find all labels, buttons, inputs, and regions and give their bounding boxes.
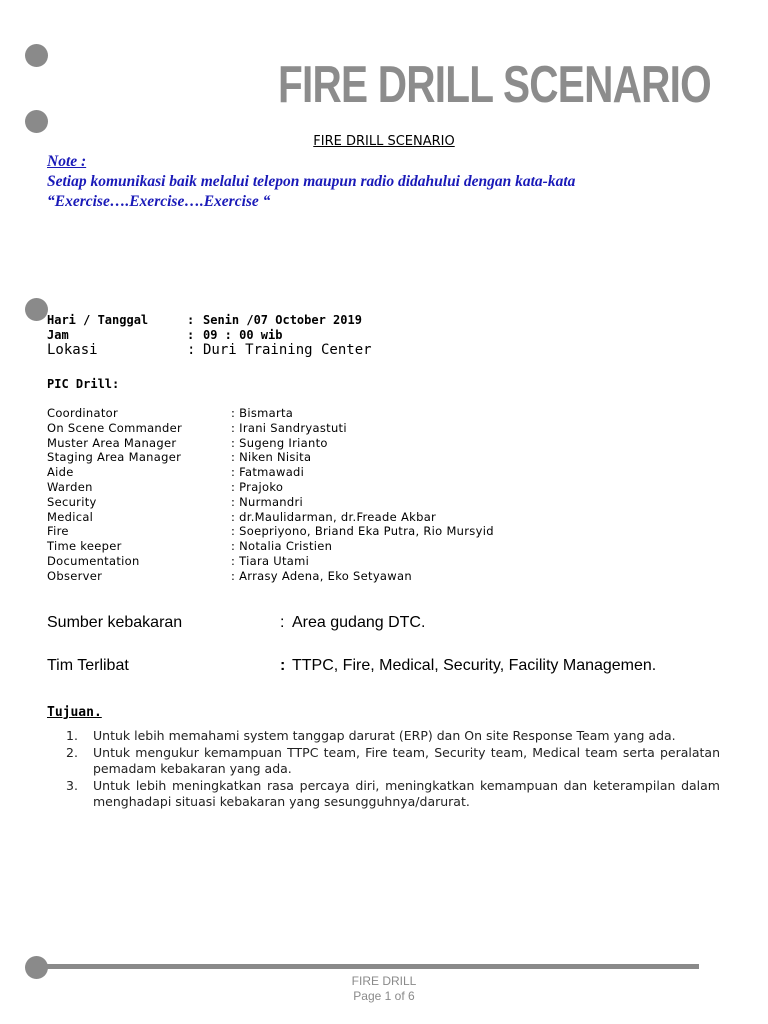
time-label: Jam — [47, 328, 69, 342]
roster-name: : Niken Nisita — [231, 450, 312, 465]
roster-name: : Fatmawadi — [231, 465, 305, 480]
fire-source-separator: : — [280, 614, 285, 631]
goal-item — [66, 728, 720, 745]
date-separator: : — [187, 313, 195, 327]
footer-title: FIRE DRILL — [351, 974, 417, 988]
note-line-1: Setiap komunikasi baik melalui telepon maupun radio didahului dengan kata-kata — [47, 173, 576, 190]
goal-text: Untuk lebih meningkatkan rasa percaya diri, meningkatkan kemampuan dan keterampilan dalam menghadapi situasi kebakaran yang sesungguhnya/darurat. — [93, 777, 720, 809]
roster-row — [47, 465, 494, 480]
roster-name: : Tiara Utami — [231, 553, 310, 568]
note-line-2: “Exercise….Exercise….Exercise “ — [47, 193, 271, 210]
goal-text: Untuk lebih memahami system tanggap darurat (ERP) dan On site Response Team yang ada. — [93, 728, 676, 743]
roster-role: Documentation — [47, 553, 140, 568]
fire-source-label: Sumber kebakaran — [47, 614, 183, 631]
roster-row — [47, 436, 494, 451]
pic-roster — [47, 406, 494, 584]
team-separator: : — [280, 657, 286, 674]
pic-drill-heading: PIC Drill: — [47, 377, 120, 391]
goal-number: 2. — [66, 744, 78, 760]
roster-role: On Scene Commander — [47, 420, 183, 435]
info-location-row — [47, 342, 372, 358]
note-label: Note : — [47, 153, 87, 170]
binder-hole-top — [25, 44, 48, 67]
team-row — [47, 657, 656, 675]
goal-item — [66, 778, 720, 811]
location-separator: : — [187, 342, 196, 358]
roster-row — [47, 495, 494, 510]
roster-name: : Arrasy Adena, Eko Setyawan — [231, 568, 412, 583]
location-value: Duri Training Center — [203, 342, 372, 358]
tujuan-heading: Tujuan. — [47, 705, 102, 720]
roster-row — [47, 480, 494, 495]
team-label: Tim Terlibat — [47, 657, 129, 674]
roster-name: : Notalia Cristien — [231, 539, 333, 554]
info-date-row — [47, 313, 362, 327]
time-value: 09 : 00 wib — [203, 328, 283, 342]
roster-name: : Soepriyono, Briand Eka Putra, Rio Mursyid — [231, 524, 494, 539]
binder-hole-middle — [25, 298, 48, 321]
roster-row — [47, 554, 494, 569]
roster-role: Observer — [47, 568, 103, 583]
roster-role: Aide — [47, 465, 74, 480]
goal-text: Untuk mengukur kemampuan TTPC team, Fire team, Security team, Medical team serta peralatan pemadam kebakaran yang ada. — [93, 744, 720, 776]
footer-page-number: Page 1 of 6 — [353, 989, 415, 1003]
roster-role: Fire — [47, 524, 69, 539]
location-label: Lokasi — [47, 342, 98, 358]
document-subtitle: FIRE DRILL SCENARIO — [313, 134, 455, 149]
roster-row — [47, 406, 494, 421]
roster-role: Warden — [47, 479, 93, 494]
roster-row — [47, 539, 494, 554]
date-label: Hari / Tanggal — [47, 313, 149, 327]
roster-name: : Nurmandri — [231, 494, 304, 509]
roster-role: Staging Area Manager — [47, 450, 182, 465]
footer-divider — [36, 964, 699, 969]
note-block — [47, 152, 747, 212]
roster-role: Muster Area Manager — [47, 435, 177, 450]
goal-number: 3. — [66, 777, 78, 793]
roster-row — [47, 450, 494, 465]
goal-number: 1. — [66, 728, 78, 743]
team-value: TTPC, Fire, Medical, Security, Facility Managemen. — [292, 657, 657, 674]
goals-list — [66, 728, 720, 811]
roster-role: Time keeper — [47, 539, 122, 554]
roster-role: Security — [47, 494, 97, 509]
roster-row — [47, 569, 494, 584]
page-title: FIRE DRILL SCENARIO — [278, 56, 711, 114]
roster-row — [47, 524, 494, 539]
goal-item — [66, 745, 720, 778]
roster-role: Coordinator — [47, 406, 119, 420]
binder-hole-upper — [25, 110, 48, 133]
info-time-row — [47, 328, 282, 342]
roster-name: : Prajoko — [231, 479, 284, 494]
roster-role: Medical — [47, 509, 94, 524]
date-value: Senin /07 October 2019 — [203, 313, 362, 327]
roster-row — [47, 510, 494, 525]
roster-row — [47, 421, 494, 436]
fire-source-row — [47, 614, 425, 632]
roster-name: : Sugeng Irianto — [231, 435, 328, 450]
roster-name: : Irani Sandryastuti — [231, 420, 347, 435]
roster-name: : dr.Maulidarman, dr.Freade Akbar — [231, 509, 437, 524]
roster-name: : Bismarta — [231, 406, 294, 420]
fire-source-value: Area gudang DTC. — [292, 614, 426, 631]
time-separator: : — [187, 328, 195, 342]
